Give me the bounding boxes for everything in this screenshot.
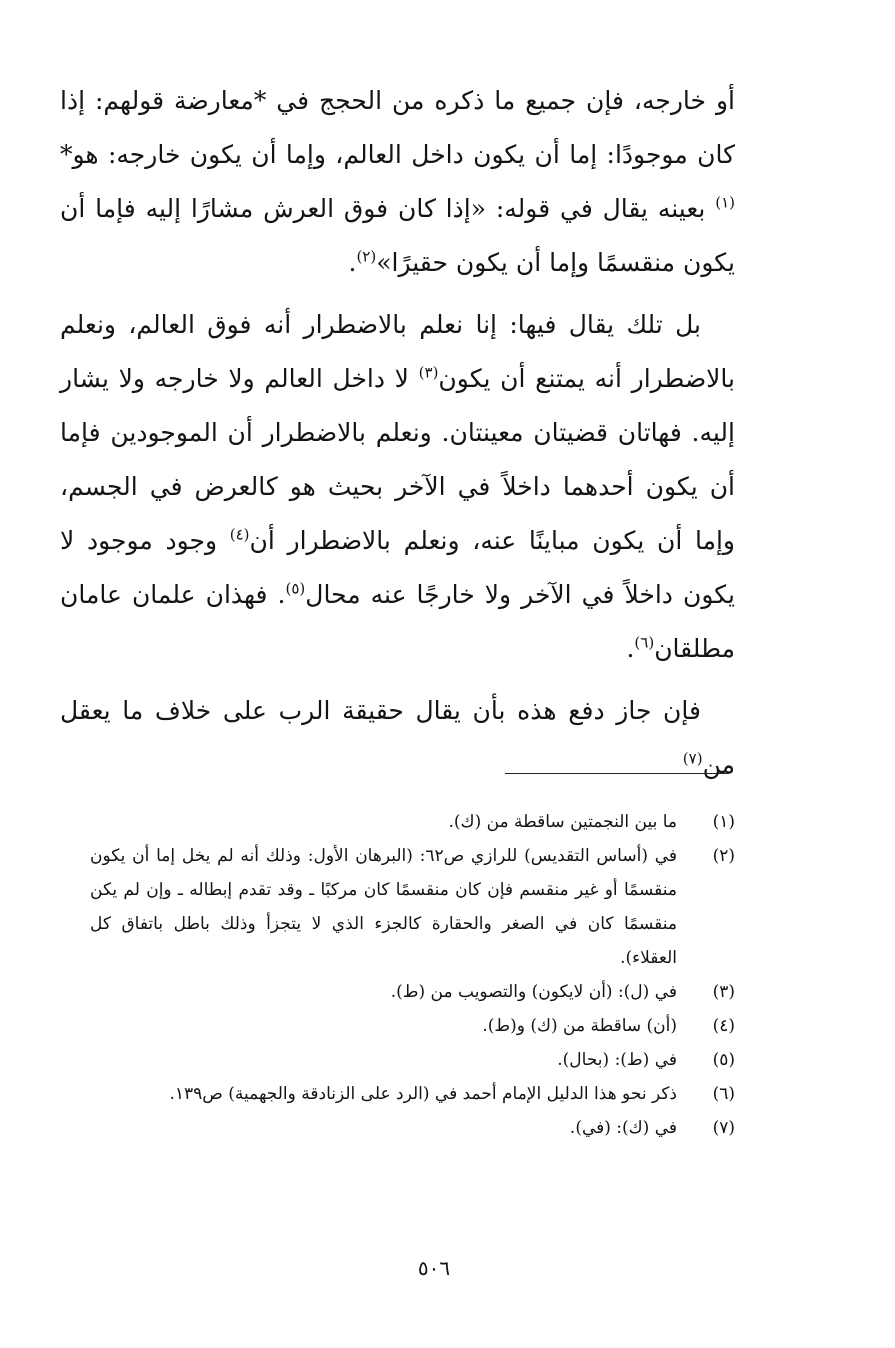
paragraph-1-part-a: أو خارجه، فإن جميع ما ذكره من الحجج في *معارضة قولهم: إذا كان موجودًا: إما أن يكون داخل العالم، وإما أن يكون خارجه: هو* xyxy=(60,86,735,169)
footnote-3 xyxy=(90,975,735,1009)
page-number: ٥٠٦ xyxy=(417,1256,451,1280)
footnote-4 xyxy=(90,1009,735,1043)
paragraph-2-part-b: لا داخل العالم ولا خارجه ولا يشار إليه. فهاتان قضيتان معينتان. ونعلم بالاضطرار أن الموجودين فإما أن يكون أحدهما داخلاً في الآخر بحيث هو كالعرض في الجسم، وإما أن يكون مباينًا عنه، ونعلم بالاضطرار أن xyxy=(60,364,736,555)
footnote-6 xyxy=(90,1077,735,1111)
footnote-5 xyxy=(90,1043,735,1077)
footnote-ref-6[interactable]: (٦) xyxy=(634,633,655,652)
paragraph-2-part-e: . xyxy=(626,634,635,663)
footnote-2 xyxy=(90,839,735,975)
footnote-text: ذكر نحو هذا الدليل الإمام أحمد في (الرد على الزنادقة والجهمية) ص١٣٩. xyxy=(169,1084,677,1104)
paragraph-2-part-c: وجود موجود لا يكون داخلاً في الآخر ولا خارجًا عنه محال xyxy=(60,526,736,609)
footnote-1 xyxy=(90,805,735,839)
footnote-number: (٤) xyxy=(712,1016,735,1036)
footnote-7 xyxy=(90,1111,735,1145)
footnote-number: (٦) xyxy=(712,1084,735,1104)
paragraph-1-part-b: بعينه يقال في قوله: «إذا كان فوق العرش مشارًا إليه فإما أن يكون منقسمًا وإما أن يكون حقيرًا» xyxy=(60,194,735,277)
paragraph-3 xyxy=(60,684,735,792)
footnote-text: (أن) ساقطة من (ك) و(ط). xyxy=(482,1016,677,1036)
paragraph-2 xyxy=(60,298,735,676)
footnote-number: (٥) xyxy=(712,1050,735,1070)
paragraph-2-part-d: . فهذان علمان عامان مطلقان xyxy=(60,580,735,663)
footnote-text: في (ك): (في). xyxy=(569,1118,677,1138)
paragraph-1-part-c: . xyxy=(348,248,357,277)
footnote-text: في (أساس التقديس) للرازي ص٦٢: (البرهان الأول: وذلك أنه لم يخل إما أن يكون منقسمًا أو غير منقسم فإن كان منقسمًا كان مركبًا ـ وقد تقدم إبطاله ـ وإن لم يكن منقسمًا كان في الصغر والحقارة كالجزء الذي لا يتجزأ وذلك باطل باتفاق كل العقلاء). xyxy=(90,846,678,968)
footnote-number: (٧) xyxy=(712,1118,735,1138)
footnote-number: (١) xyxy=(712,812,735,832)
paragraph-2-part-a: بل تلك يقال فيها: إنا نعلم بالاضطرار أنه فوق العالم، ونعلم بالاضطرار أنه يمتنع أن يكون xyxy=(60,310,736,393)
footnote-ref-5[interactable]: (٥) xyxy=(285,579,306,598)
footnote-ref-2[interactable]: (٢) xyxy=(356,247,377,266)
footnote-ref-7[interactable]: (٧) xyxy=(682,749,703,768)
paragraph-3-part-a: فإن جاز دفع هذه بأن يقال حقيقة الرب على خلاف ما يعقل من xyxy=(60,696,735,779)
footnote-ref-3[interactable]: (٣) xyxy=(418,363,439,382)
footnotes xyxy=(90,805,735,1145)
footnote-separator xyxy=(505,773,729,774)
footnote-number: (٣) xyxy=(712,982,735,1002)
footnote-text: في (ل): (أن لايكون) والتصويب من (ط). xyxy=(390,982,677,1002)
footnote-number: (٢) xyxy=(712,846,735,866)
footnote-text: ما بين النجمتين ساقطة من (ك). xyxy=(448,812,677,832)
main-text xyxy=(60,74,735,800)
footnote-ref-1[interactable]: (١) xyxy=(715,193,735,212)
footnote-text: في (ط): (بحال). xyxy=(557,1050,677,1070)
paragraph-1 xyxy=(60,74,735,290)
footnote-ref-4[interactable]: (٤) xyxy=(229,525,250,544)
